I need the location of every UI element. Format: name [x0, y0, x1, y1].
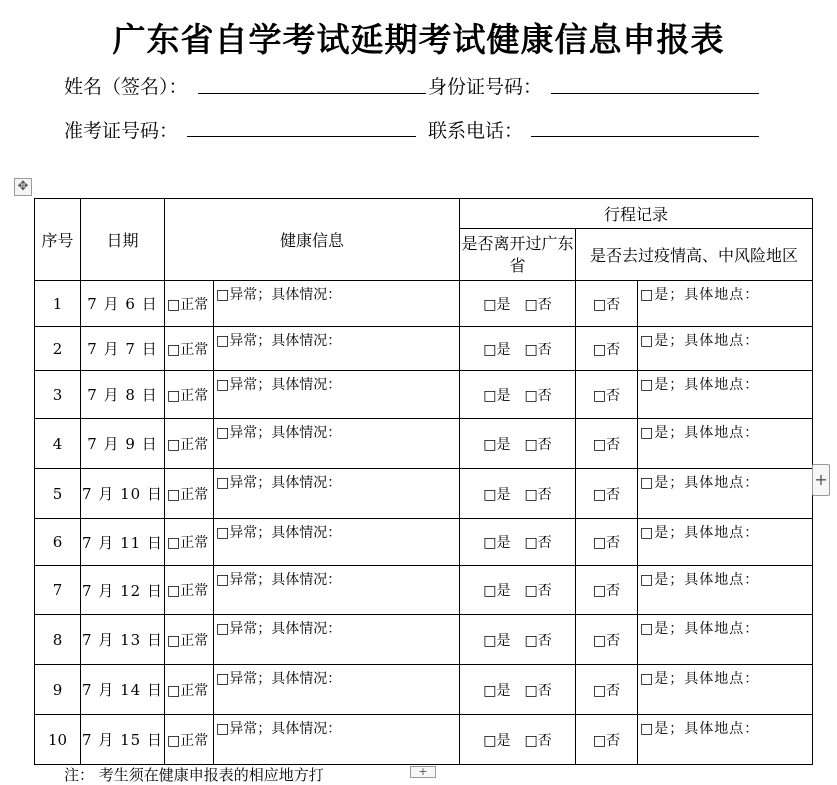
left-province-no-checkbox[interactable]: □否 [524, 583, 552, 599]
row-date: 7 月 8 日 [81, 371, 165, 419]
left-province-options [460, 281, 576, 327]
row-seq: 8 [35, 615, 81, 665]
health-declaration-table [34, 198, 813, 765]
table-move-handle-icon[interactable]: ✥ [14, 178, 32, 196]
phone-label: 联系电话： [428, 120, 524, 142]
risk-area-yes-checkbox[interactable]: □是；具体地点： [638, 519, 813, 566]
abnormal-checkbox[interactable]: □异常；具体情况： [214, 566, 460, 615]
left-province-no-checkbox[interactable]: □否 [524, 486, 552, 503]
normal-checkbox[interactable]: □正常 [165, 615, 214, 665]
left-province-no-checkbox[interactable]: □否 [524, 632, 552, 649]
left-province-options [460, 566, 576, 615]
row-date: 7 月 6 日 [81, 281, 165, 327]
left-province-options [460, 371, 576, 419]
table-row [35, 281, 813, 327]
name-label: 姓名（签名）： [64, 76, 188, 98]
left-province-options [460, 715, 576, 765]
normal-checkbox[interactable]: □正常 [165, 519, 214, 566]
left-province-yes-checkbox[interactable]: □是 [483, 436, 511, 453]
normal-checkbox[interactable]: □正常 [165, 469, 214, 519]
normal-checkbox[interactable]: □正常 [165, 419, 214, 469]
footnote: 注： 考生须在健康申报表的相应地方打 [64, 766, 324, 784]
row-seq: 4 [35, 419, 81, 469]
id-number-label: 身份证号码： [428, 76, 543, 98]
row-date: 7 月 15 日 [81, 715, 165, 765]
abnormal-checkbox[interactable]: □异常；具体情况： [214, 281, 460, 327]
abnormal-checkbox[interactable]: □异常；具体情况： [214, 469, 460, 519]
risk-area-yes-checkbox[interactable]: □是；具体地点： [638, 715, 813, 765]
table-row [35, 419, 813, 469]
header-seq: 序号 [35, 199, 81, 281]
name-field-line[interactable] [198, 93, 426, 94]
row-date: 7 月 9 日 [81, 419, 165, 469]
left-province-options [460, 327, 576, 371]
normal-checkbox[interactable]: □正常 [165, 715, 214, 765]
left-province-yes-checkbox[interactable]: □是 [483, 341, 511, 358]
table-body [35, 281, 813, 765]
table-row [35, 469, 813, 519]
normal-checkbox[interactable]: □正常 [165, 665, 214, 715]
left-province-no-checkbox[interactable]: □否 [524, 732, 552, 749]
row-date: 7 月 13 日 [81, 615, 165, 665]
risk-area-no-checkbox[interactable]: □否 [576, 281, 638, 327]
row-seq: 3 [35, 371, 81, 419]
abnormal-checkbox[interactable]: □异常；具体情况： [214, 665, 460, 715]
left-province-options [460, 419, 576, 469]
left-province-no-checkbox[interactable]: □否 [524, 436, 552, 453]
add-row-plus-icon[interactable]: + [410, 766, 436, 778]
risk-area-yes-checkbox[interactable]: □是；具体地点： [638, 665, 813, 715]
left-province-yes-checkbox[interactable]: □是 [483, 583, 511, 599]
header-left-province: 是否离开过广东省 [460, 229, 576, 281]
header-date: 日期 [81, 199, 165, 281]
left-province-yes-checkbox[interactable]: □是 [483, 486, 511, 503]
left-province-no-checkbox[interactable]: □否 [524, 535, 552, 551]
row-seq: 7 [35, 566, 81, 615]
exam-number-field-line[interactable] [187, 136, 416, 137]
row-date: 7 月 10 日 [81, 469, 165, 519]
row-date: 7 月 14 日 [81, 665, 165, 715]
abnormal-checkbox[interactable]: □异常；具体情况： [214, 715, 460, 765]
normal-checkbox[interactable]: □正常 [165, 566, 214, 615]
table-row [35, 715, 813, 765]
row-seq: 2 [35, 327, 81, 371]
exam-number-label: 准考证号码： [64, 120, 179, 142]
left-province-options [460, 519, 576, 566]
form-title: 广东省自学考试延期考试健康信息申报表 [112, 20, 725, 59]
risk-area-no-checkbox[interactable]: □否 [576, 327, 638, 371]
risk-area-no-checkbox[interactable]: □否 [576, 469, 638, 519]
risk-area-no-checkbox[interactable]: □否 [576, 665, 638, 715]
left-province-no-checkbox[interactable]: □否 [524, 387, 552, 404]
id-number-field-line[interactable] [551, 93, 759, 94]
abnormal-checkbox[interactable]: □异常；具体情况： [214, 371, 460, 419]
table-row [35, 371, 813, 419]
normal-checkbox[interactable]: □正常 [165, 327, 214, 371]
left-province-yes-checkbox[interactable]: □是 [483, 682, 511, 699]
left-province-no-checkbox[interactable]: □否 [524, 682, 552, 699]
table-row [35, 615, 813, 665]
left-province-yes-checkbox[interactable]: □是 [483, 732, 511, 749]
abnormal-checkbox[interactable]: □异常；具体情况： [214, 419, 460, 469]
risk-area-yes-checkbox[interactable]: □是；具体地点： [638, 566, 813, 615]
risk-area-yes-checkbox[interactable]: □是；具体地点： [638, 327, 813, 371]
left-province-options [460, 469, 576, 519]
header-risk-area: 是否去过疫情高、中风险地区 [576, 229, 813, 281]
row-seq: 9 [35, 665, 81, 715]
row-date: 7 月 12 日 [81, 566, 165, 615]
abnormal-checkbox[interactable]: □异常；具体情况： [214, 615, 460, 665]
risk-area-yes-checkbox[interactable]: □是；具体地点： [638, 615, 813, 665]
table-row [35, 665, 813, 715]
risk-area-no-checkbox[interactable]: □否 [576, 371, 638, 419]
risk-area-no-checkbox[interactable]: □否 [576, 615, 638, 665]
risk-area-no-checkbox[interactable]: □否 [576, 566, 638, 615]
left-province-yes-checkbox[interactable]: □是 [483, 296, 511, 313]
table-row [35, 519, 813, 566]
add-column-plus-icon[interactable]: + [812, 464, 830, 496]
header-health: 健康信息 [165, 199, 460, 281]
row-seq: 10 [35, 715, 81, 765]
risk-area-yes-checkbox[interactable]: □是；具体地点： [638, 419, 813, 469]
left-province-yes-checkbox[interactable]: □是 [483, 387, 511, 404]
row-date: 7 月 7 日 [81, 327, 165, 371]
left-province-yes-checkbox[interactable]: □是 [483, 632, 511, 649]
left-province-options [460, 615, 576, 665]
left-province-yes-checkbox[interactable]: □是 [483, 535, 511, 551]
table-row [35, 327, 813, 371]
table-row [35, 566, 813, 615]
normal-checkbox[interactable]: □正常 [165, 371, 214, 419]
row-seq: 1 [35, 281, 81, 327]
risk-area-yes-checkbox[interactable]: □是；具体地点： [638, 281, 813, 327]
left-province-no-checkbox[interactable]: □否 [524, 341, 552, 358]
abnormal-checkbox[interactable]: □异常；具体情况： [214, 519, 460, 566]
row-seq: 5 [35, 469, 81, 519]
abnormal-checkbox[interactable]: □异常；具体情况： [214, 327, 460, 371]
header-travel: 行程记录 [460, 199, 813, 229]
row-seq: 6 [35, 519, 81, 566]
risk-area-yes-checkbox[interactable]: □是；具体地点： [638, 469, 813, 519]
left-province-no-checkbox[interactable]: □否 [524, 296, 552, 313]
risk-area-no-checkbox[interactable]: □否 [576, 715, 638, 765]
risk-area-no-checkbox[interactable]: □否 [576, 419, 638, 469]
risk-area-yes-checkbox[interactable]: □是；具体地点： [638, 371, 813, 419]
normal-checkbox[interactable]: □正常 [165, 281, 214, 327]
risk-area-no-checkbox[interactable]: □否 [576, 519, 638, 566]
row-date: 7 月 11 日 [81, 519, 165, 566]
left-province-options [460, 665, 576, 715]
phone-field-line[interactable] [531, 136, 759, 137]
